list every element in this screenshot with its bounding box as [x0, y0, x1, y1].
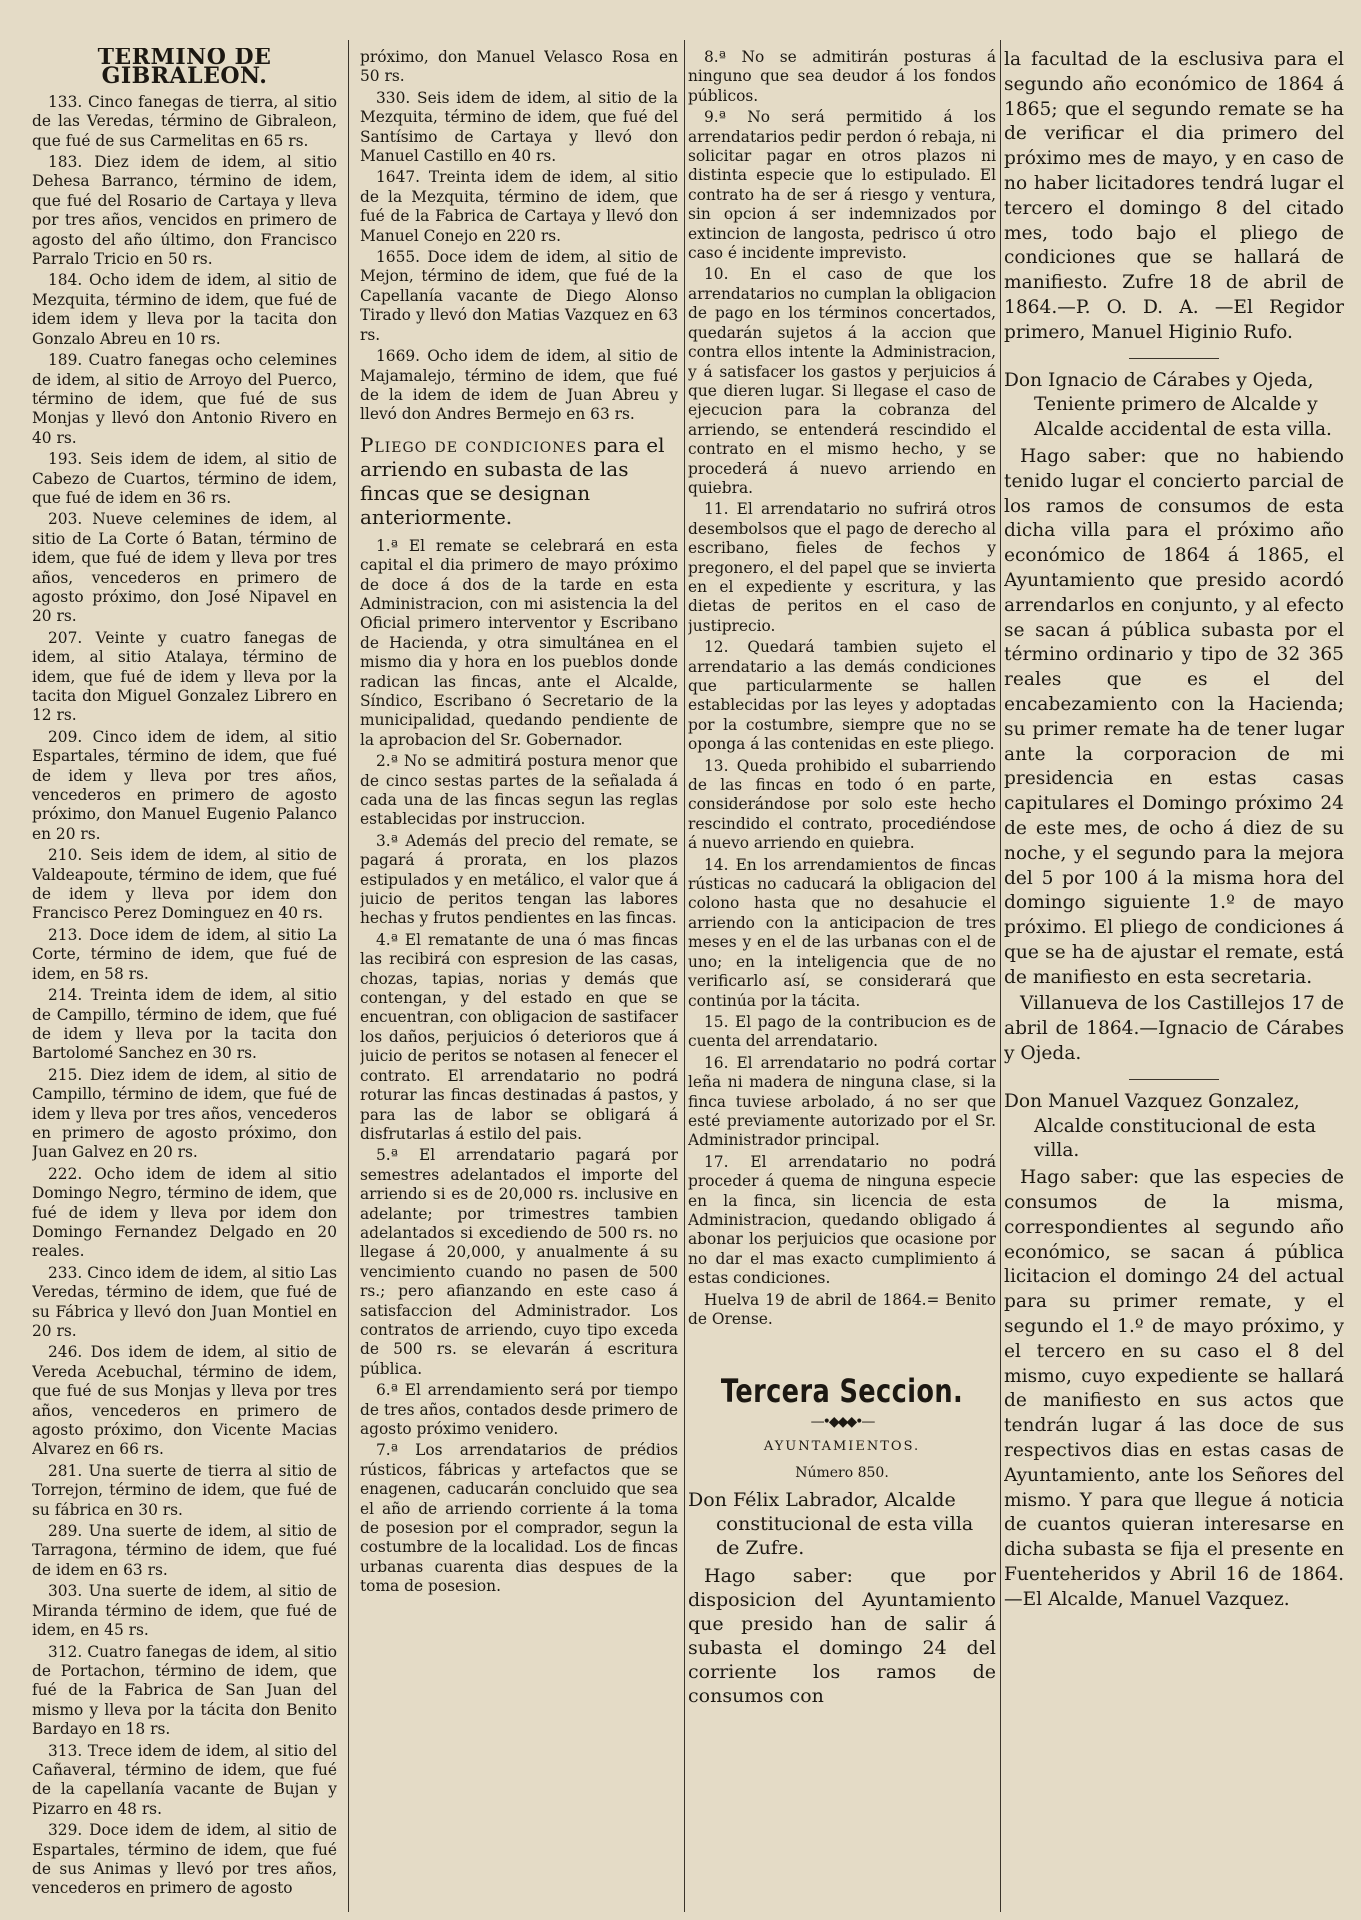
edict-heading-name: Don Ignacio de Cárabes y — [1004, 369, 1247, 391]
edict-continuation: la facultad de la esclusiva para el segundo año económico de 1864 á 1865; que el segundo remate se ha de verificar el dia primero del próximo mes de mayo, y en caso de no haber licitadores tendrá lugar el tercero el domingo 8 del citado mes, todo bajo el pliego de condiciones que se hallará de manifiesto. Zufre 18 de abril de 1864.—P. O. D. A. —El Regidor primero, Manuel Higinio Rufo. — [1004, 49, 1344, 343]
conditions-heading-lead: Pliego de condiciones — [360, 432, 588, 457]
condition-item: 1.ª El remate se celebrará en esta capital el dia primero de mayo próximo de doce á dos de la tarde en esta Administracion, con mi asistencia la del Oficial primero interventor y Escribano de Hacienda, y otra simultánea en el mismo dia y hora en los pueblos donde radican las fincas, ante el Alcalde, Síndico, Escribano ó Secretario de la municipalidad, quedando pendiente de la aprobacion del Sr. Gobernador. — [360, 536, 678, 749]
column-rule — [684, 40, 685, 1912]
property-entry: 1655. Doce idem de idem, al sitio de Mejon, término de idem, que fué de la Capellanía vacante de Diego Alonso Tirado y llevó don Matias Vazquez en 63 rs. — [360, 248, 678, 344]
property-entry: 1647. Treinta idem de idem, al sitio de la Mezquita, término de idem, que fué de la Fabrica de Cartaya y llevó don Manuel Conejo en 220 rs. — [360, 168, 678, 245]
section-heading-gibraleon: TERMINO DE GIBRALEON. — [97, 48, 272, 90]
condition-item: 17. El arrendatario no podrá proceder á quema de ninguna especie en la finca, sin licencia de esta Administracion, quedando obligado á abonar los perjuicios que ocasione por no dar el mas exacto cumplimiento á estas condiciones. — [688, 1152, 996, 1288]
conditions-heading — [360, 433, 678, 529]
property-entry: 1669. Ocho idem de idem, al sitio de Majamalejo, término de idem, que fué de la idem de idem de Juan Abreu y llevó don Andres Bermejo en 63 rs. — [360, 347, 678, 424]
condition-item: 15. El pago de la contribucion es de cuenta del arrendatario. — [688, 1012, 996, 1051]
edict-body: Hago saber: que no habiendo tenido lugar el concierto parcial de los ramos de consumos de esta dicha villa para el próximo año económico de 1864 á 1865, el Ayuntamiento que presido acordó arrendarlos en conjunto, y al efecto se sacan á pública subasta por el término ordinario y tipo de 32 365 reales que es el del encabezamiento con la Hacienda; su primer remate ha de tener lugar ante la corporacion de mi presidencia en estas casas capitulares el Domingo próximo 24 de este mes, de ocho á diez de su noche, y el segundo para la mejora del 5 por 100 á la misma hora del domingo siguiente 1.º de mayo próximo. El pliego de condiciones á que se ha de ajustar el remate, está de manifiesto en esta secretaria. — [1004, 445, 1344, 988]
condition-item: 9.ª No será permitido á los arrendatarios pedir perdon ó rebaja, ni solicitar pagar en otros plazos ni distinta especie que lo estipulado. El contrato ha de ser á riesgo y ventura, sin opcion á ser indemnizados por extincion de langosta, pedrisco ú otro caso é incidente imprevisto. — [688, 108, 996, 263]
property-entry: 207. Veinte y cuatro fanegas de idem, al sitio Atalaya, término de idem, que fué de idem y lleva por la tacita don Miguel Gonzalez Librero en 12 rs. — [32, 628, 337, 725]
edict-heading — [1004, 369, 1344, 443]
condition-item: 14. En los arrendamientos de fincas rústicas no caducará la obligacion del colono hasta que no desahucie el arriendo con la anticipacion de tres meses y en el de las urbanas con el de uno; en la inteligencia que de no verificarlo así, se considerará que continúa por la tácita. — [688, 855, 996, 1010]
condition-item: 3.ª Además del precio del remate, se pagará á prorata, en los plazos estipulados y en metálico, el valor que á juicio de peritos tengan las labores hechas y frutos pendientes en las fincas. — [360, 831, 678, 928]
property-entry: 133. Cinco fanegas de tierra, al sitio de las Veredas, término de Gibraleon, que fué de sus Carmelitas en 65 rs. — [32, 92, 337, 150]
property-entry: 213. Doce idem de idem, al sitio La Corte, término de idem, que fué de idem, en 58 rs. — [32, 925, 337, 983]
property-entry: 222. Ocho idem de idem al sitio Domingo Negro, término de idem, que fué de idem y lleva por idem don Domingo Fernandez Delgado en 20 reales. — [32, 1164, 337, 1261]
property-entry: 210. Seis idem de idem, al sitio de Valdeapoute, término de idem, que fué de idem y lleva por idem don Francisco Perez Dominguez en 40 rs. — [32, 846, 337, 923]
property-entry: 184. Ocho idem de idem, al sitio de Mezquita, término de idem, que fué de idem idem y lleva por la tacita don Gonzalo Abreu en 10 rs. — [32, 271, 337, 348]
notice-number: Número 850. — [795, 1465, 889, 1482]
condition-item: 10. En el caso de que los arrendatarios no cumplan la obligacion de pago en los términos concertados, quedarán sujetos á la accion que contra ellos intente la Administracion, y á satisfacer los gastos y perjuicios á que dieren lugar. Si llegase el caso de ejecucion para la cobranza del arriendo, se entenderá rescindido el contrato en el mismo hecho, y se procederá á nuevo arriendo en quiebra. — [688, 265, 996, 497]
property-entry: 303. Una suerte de idem, al sitio de Miranda término de idem, que fué de idem, en 45 rs. — [32, 1582, 337, 1640]
column-4 — [1004, 48, 1344, 1914]
column-rule — [1000, 40, 1001, 1912]
property-entry: 281. Una suerte de tierra al sitio de Torrejon, término de idem, que fué de su fábrica en 30 rs. — [32, 1461, 337, 1519]
edict-heading-rest: Alcalde constitucional de esta villa de Zufre. — [716, 1488, 974, 1559]
condition-item: 7.ª Los arrendatarios de prédios rústicos, fábricas y artefactos que se enagenen, caducarán concluido que sea el año de arriendo corriente á la toma de posesion por el comprador, segun la costumbre de la localidad. Los de fincas urbanas cuarenta dias despues de la toma de posesion. — [360, 1441, 678, 1596]
property-entry: 189. Cuatro fanegas ocho celemines de idem, al sitio de Arroyo del Puerco, término de idem, que fué de sus Monjas y llevó don Antonio Rivero en 40 rs. — [32, 351, 337, 447]
property-entry: 233. Cinco idem de idem, al sitio Las Veredas, término de idem, que fué de su Fábrica y llevó don Juan Montiel en 20 rs. — [32, 1263, 337, 1340]
condition-item: 8.ª No se admitirán posturas á ninguno que sea deudor á los fondos públicos. — [688, 48, 996, 105]
edict-heading — [1004, 1090, 1344, 1164]
property-entry: 209. Cinco idem de idem, al sitio Espartales, término de idem, que fué de idem y lleva por tres años, vencederos en primero de agosto próximo, don Manuel Eugenio Palanco en 20 rs. — [32, 727, 337, 843]
condition-item: 12. Quedará tambien sujeto el arrendatario a las demás condiciones que particularmente se hallen establecidas por las leyes y adoptadas por la costumbre, siempre que no se oponga á las contenidas en este pliego. — [688, 638, 996, 754]
property-entry: 289. Una suerte de idem, al sitio de Tarragona, término de idem, que fué de idem en 63 rs. — [32, 1522, 337, 1579]
edict-heading-rest: Alcalde constitucional de esta villa. — [1034, 1115, 1317, 1162]
condition-item: 13. Queda prohibido el subarriendo de las fincas en todo ó en parte, considerándose por solo este hecho rescindido el contrato, procediéndose á nuevo arriendo en quiebra. — [688, 756, 996, 853]
property-entry: 312. Cuatro fanegas de idem, al sitio de Portachon, término de idem, que fué de la Fabrica de San Juan del mismo y lleva por la tácita don Benito Bardayo en 18 rs. — [32, 1642, 337, 1739]
edict-body: Hago saber: que por disposicion del Ayuntamiento que presido han de salir á subasta el domingo 24 del corriente los ramos de consumos con — [688, 1564, 996, 1707]
property-entry: 193. Seis idem de idem, al sitio de Cabezo de Cuartos, término de idem, que fué de idem en 36 rs. — [32, 450, 337, 507]
condition-item: 4.ª El rematante de una ó mas fincas las recibirá con espresion de las casas, chozas, tapias, norias y demás que contengan, y del estado en que se encuentran, con obligacion de sastifacer los daños, perjuicios ó deterioros que á juicio de peritos se notasen al fenecer el contrato. El arrendatario no podrá roturar las fincas destinadas á pastos, y para las de labor se obligará á disfrutarlas á estilo del pais. — [360, 930, 678, 1143]
property-entry: 330. Seis idem de idem, al sitio de la Mezquita, término de idem, que fué del Santísimo de Cartaya y llevó don Manuel Castillo en 40 rs. — [360, 88, 678, 166]
conditions-heading-rest: para el arriendo en subasta de las fincas que se designan anteriormente. — [360, 432, 665, 529]
condition-item: 16. El arrendatario no podrá cortar leña ni madera de ninguna clase, si la finca tuviese arbolado, á no ser que esté previamente autorizado por el Sr. Administrador principal. — [688, 1053, 996, 1150]
condition-item: 11. El arrendatario no sufrirá otros desembolsos que el pago de derecho al escribano, fieles de fechos y pregonero, el del papel que se invierta en el expediente y escritura, y las dietas de peritos en el caso de justiprecio. — [688, 500, 996, 635]
property-entry: 246. Dos idem de idem, al sitio de Vereda Acebuchal, término de idem, que fué de sus Monjas y lleva por tres años, vencederos en primero de agosto próximo, don Vicente Macias Alvarez en 66 rs. — [32, 1343, 337, 1459]
section-title: Tercera Seccion. — [720, 1372, 964, 1411]
property-entry: 214. Treinta idem de idem, al sitio de Campillo, término de idem, que fué de idem y lleva por la tacita don Bartolomé Sanchez en 30 rs. — [32, 986, 337, 1063]
property-entry: 329. Doce idem de idem, al sitio de Espartales, término de idem, que fué de sus Animas y llevó por tres años, vencederos en primero de agosto — [32, 1821, 337, 1898]
edict-heading-rest: Ojeda, Teniente primero de Alcalde y Alcalde accidental de esta villa. — [1034, 369, 1332, 441]
column-3 — [688, 48, 996, 1914]
column-rule — [348, 40, 349, 1912]
edict-heading-name: Don Félix Labrador, — [688, 1488, 879, 1511]
edict-body: Hago saber: que las especies de consumos de la misma, correspondientes al segundo año económico, se sacan á pública licitacion el domingo 24 del actual para su primer remate, y el segundo el 1.º de mayo próximo, y el tercero en su caso el 8 del mismo, cuyo expediente se hallará de manifiesto en sus actos que tendrán lugar á las doce de sus respectivos dias en estas casas de Ayuntamiento, ante los Señores del mismo. Y para que llegue á noticia de cuantos quieran interesarse en dicha subasta se fija el presente en Fuenteheridos y Abril 16 de 1864. —El Alcalde, Manuel Vazquez. — [1004, 1167, 1344, 1610]
edict-heading-name: Don Manuel Vazquez Gonzalez, — [1004, 1090, 1300, 1112]
property-entry: próximo, don Manuel Velasco Rosa en 50 rs. — [360, 48, 678, 86]
property-entry: 183. Diez idem de idem, al sitio Dehesa Barranco, término de idem, que fué del Rosario de Cartaya y lleva por tres años, vencidos en primero de agosto del año último, don Francisco Parralo Tricio en 50 rs. — [32, 153, 337, 269]
edict-heading — [688, 1488, 996, 1560]
property-entry: 203. Nueve celemines de idem, al sitio de La Corte ó Batan, término de idem, que fué de idem y lleva por tres años, vencederos en primero de agosto próximo, don José Nipavel en 20 rs. — [32, 510, 337, 626]
column-1 — [32, 48, 337, 1914]
signature-line: Villanueva de los Castillejos 17 de abril de 1864.—Ignacio de Cárabes y Ojeda. — [1004, 993, 1344, 1065]
condition-item: 5.ª El arrendatario pagará por semestres adelantados el importe del arriendo si es de 20,000 rs. inclusive en adelante; por trimestres tambien adelantados si excediendo de 500 rs. no llegase á 20,000, y anualmente á su vencimiento cuando no pasen de 500 rs.; pero afianzando en este caso á satisfaccion del Administrador. Los contratos de arriendo, cuyo tipo exceda de 500 rs. se elevarán á escritura pública. — [360, 1146, 678, 1378]
property-entry: 215. Diez idem de idem, al sitio de Campillo, término de idem, que fué de idem y lleva por tres años, vencederos en primero de agosto próximo, don Juan Galvez en 20 rs. — [32, 1065, 337, 1162]
signature-line: Huelva 19 de abril de 1864.= Benito de Orense. — [688, 1290, 996, 1328]
notice-divider — [1129, 358, 1219, 359]
ornament-divider: —•◆◆◆•— — [810, 1414, 874, 1431]
condition-item: 2.ª No se admitirá postura menor que de cinco sestas partes de la señalada á cada una de las fincas segun las reglas establecidas por instruccion. — [360, 752, 678, 829]
condition-item: 6.ª El arrendamiento será por tiempo de tres años, contados desde primero de agosto próximo venidero. — [360, 1381, 678, 1438]
column-2 — [360, 48, 678, 1914]
property-entry: 313. Trece idem de idem, al sitio del Cañaveral, término de idem, que fué de la capellanía vacante de Bujan y Pizarro en 48 rs. — [32, 1741, 337, 1818]
subheading-ayuntamientos: AYUNTAMIENTOS. — [763, 1438, 921, 1454]
notice-divider — [1129, 1079, 1219, 1080]
